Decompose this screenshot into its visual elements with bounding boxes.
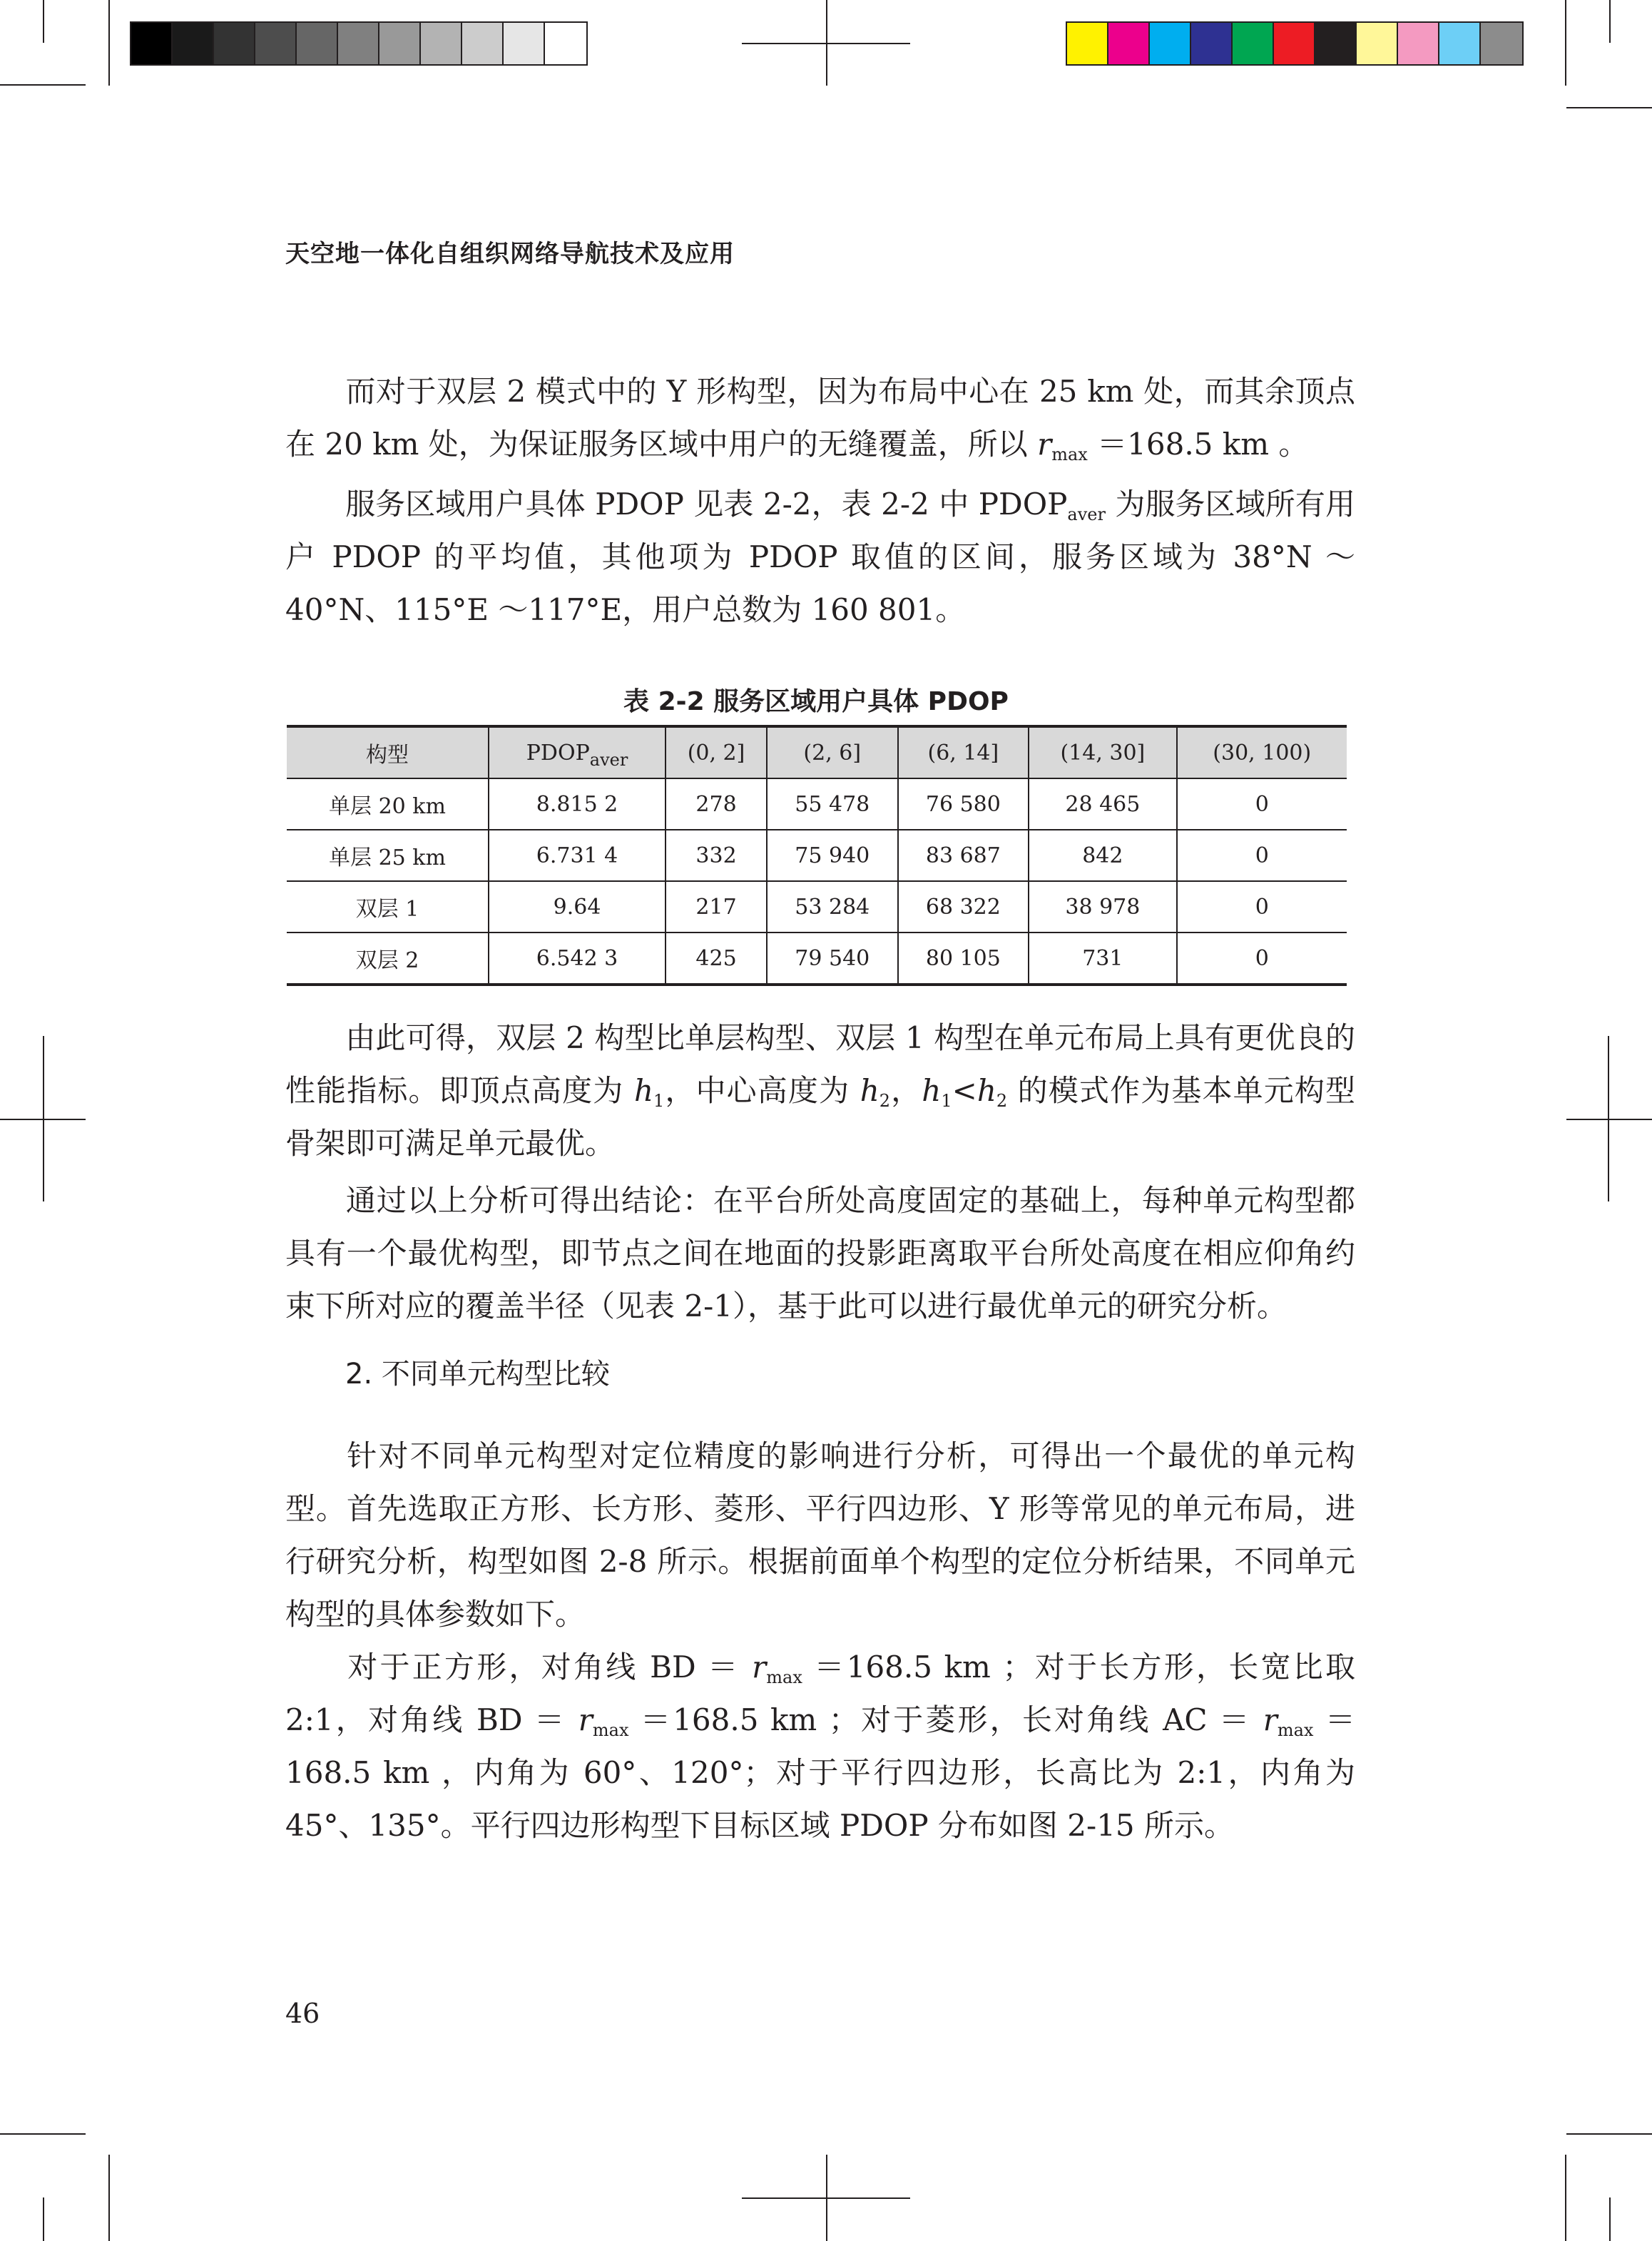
crop-mark-top-left-v [108, 0, 110, 86]
table-cell: 0 [1177, 881, 1347, 933]
color-swatch [1481, 23, 1522, 64]
table-cell: 76 580 [898, 778, 1029, 830]
table-cell: 8.815 2 [489, 778, 666, 830]
process-color-bar [1066, 21, 1524, 66]
table-cell: 6.542 3 [489, 933, 666, 985]
table-cell: 0 [1177, 830, 1347, 881]
table-cell: 单层 25 km [287, 830, 489, 881]
crop-mark-bottom-right-v [1565, 2155, 1566, 2241]
table-cell: 双层 1 [287, 881, 489, 933]
table-cell: 83 687 [898, 830, 1029, 881]
table-cell: 842 [1029, 830, 1176, 881]
table-row [287, 881, 1347, 933]
table-cell: 单层 20 km [287, 778, 489, 830]
header-range-0-2: (0, 2] [666, 726, 767, 778]
color-swatch [1191, 23, 1233, 64]
header-range-2-6: (2, 6] [767, 726, 898, 778]
table-cell: 75 940 [767, 830, 898, 881]
header-range-6-14: (6, 14] [898, 726, 1029, 778]
color-swatch [1067, 23, 1108, 64]
registration-right-v [1608, 1036, 1609, 1201]
table-header-row [287, 726, 1347, 778]
table-cell: 0 [1177, 778, 1347, 830]
color-swatch [214, 23, 255, 64]
table-cell: 80 105 [898, 933, 1029, 985]
table-row [287, 933, 1347, 985]
color-swatch [379, 23, 421, 64]
pdop-table [287, 725, 1347, 986]
table-row [287, 830, 1347, 881]
registration-bottom-h [742, 2197, 910, 2199]
crop-mark-bottom-left-v2 [43, 2197, 44, 2241]
registration-right-h [1566, 1119, 1652, 1120]
color-swatch [1398, 23, 1439, 64]
table-cell: 79 540 [767, 933, 898, 985]
registration-top-h [742, 43, 910, 44]
paragraph-2: 服务区域用户具体 PDOP 见表 2-2，表 2-2 中 $PDOP_{aver}$ 为服务区域所有用户 PDOP 的平均值，其他项为 PDOP 取值的区间，服务区域为 38°N ～ 40°N、115°E ～117°E，用户总数为 160 801。 [285, 487, 1355, 627]
color-swatch [297, 23, 338, 64]
paragraph-3: 由此可得，双层 2 构型比单层构型、双层 1 构型在单元布局上具有更优良的性能指标。即顶点高度为 $h_1$，中心高度为 $h_2$，$h_1<h_2$ 的模式作为基本单元构型骨架即可满足单元最优。 [285, 1020, 1355, 1161]
header-range-30-100: (30, 100) [1177, 726, 1347, 778]
paragraph-1: 而对于双层 2 模式中的 Y 形构型，因为布局中心在 25 km 处，而其余顶点在 20 km 处，为保证服务区域中用户的无缝覆盖，所以 $r_{max} =168.5$ km 。 [285, 374, 1355, 464]
table-cell: 217 [666, 881, 767, 933]
color-swatch [545, 23, 586, 64]
color-swatch [1108, 23, 1150, 64]
table-cell: 278 [666, 778, 767, 830]
gray-color-bar [130, 21, 588, 66]
paragraph-4: 通过以上分析可得出结论：在平台所处高度固定的基础上，每种单元构型都具有一个最优构型，即节点之间在地面的投影距离取平台所处高度在相应仰角约束下所对应的覆盖半径（见表 2-1），基于此可以进行最优单元的研究分析。 [285, 1183, 1355, 1323]
crop-mark-bottom-left-h [0, 2133, 86, 2135]
section-heading: 2. 不同单元构型比较 [345, 1358, 610, 1391]
table-cell: 9.64 [489, 881, 666, 933]
table-cell: 双层 2 [287, 933, 489, 985]
table-cell: 68 322 [898, 881, 1029, 933]
crop-mark-bottom-right-h [1566, 2133, 1652, 2135]
paragraph-6: 对于正方形，对角线 BD ＝ $r_{max} =168.5$ km ；对于长方形，长宽比取 2:1，对角线 BD ＝ $r_{max} =168.5$ km ；对于菱形，长对角线 AC ＝ $r_{max} =168.5$ km ，内角为 60°、120°；对于平行四边形，长高比为 2:1，内角为 45°、135°。平行四边形构型下目标区域 PDOP 分布如图 2-15 所示。 [285, 1650, 1355, 1843]
crop-mark-top-right-v [1565, 0, 1566, 86]
color-swatch [1439, 23, 1481, 64]
color-swatch [1357, 23, 1398, 64]
running-head: 天空地一体化自组织网络导航技术及应用 [285, 240, 735, 268]
header-range-14-30: (14, 30] [1029, 726, 1176, 778]
color-swatch [1274, 23, 1315, 64]
color-swatch [462, 23, 504, 64]
table-cell: 53 284 [767, 881, 898, 933]
crop-mark-top-right-v2 [1609, 0, 1611, 43]
color-swatch [1315, 23, 1357, 64]
table-row [287, 778, 1347, 830]
crop-mark-top-left-h [0, 84, 86, 86]
color-swatch [173, 23, 214, 64]
page-number: 46 [285, 1998, 320, 2029]
color-swatch [255, 23, 297, 64]
color-swatch [131, 23, 173, 64]
table-cell: 332 [666, 830, 767, 881]
table-caption: 表 2-2 服务区域用户具体 PDOP [623, 687, 1009, 716]
table-cell: 28 465 [1029, 778, 1176, 830]
crop-mark-bottom-left-v [108, 2155, 110, 2241]
color-swatch [1233, 23, 1274, 64]
crop-mark-top-left-v2 [43, 0, 44, 43]
registration-left-v [43, 1036, 44, 1201]
color-swatch [421, 23, 462, 64]
crop-mark-top-right-h [1566, 107, 1652, 108]
table-cell: 55 478 [767, 778, 898, 830]
table-cell: 38 978 [1029, 881, 1176, 933]
table-cell: 731 [1029, 933, 1176, 985]
color-swatch [1150, 23, 1191, 64]
color-swatch [338, 23, 379, 64]
color-swatch [504, 23, 545, 64]
paragraph-5: 针对不同单元构型对定位精度的影响进行分析，可得出一个最优的单元构型。首先选取正方形、长方形、菱形、平行四边形、Y 形等常见的单元布局，进行研究分析，构型如图 2-8 所示。根据前面单个构型的定位分析结果，不同单元构型的具体参数如下。 [285, 1438, 1355, 1632]
header-pdop-aver: $PDOP_{aver}$ [489, 726, 666, 778]
table-cell: 0 [1177, 933, 1347, 985]
table-cell: 6.731 4 [489, 830, 666, 881]
table-cell: 425 [666, 933, 767, 985]
crop-mark-bottom-right-v2 [1609, 2197, 1611, 2241]
header-config: 构型 [287, 726, 489, 778]
